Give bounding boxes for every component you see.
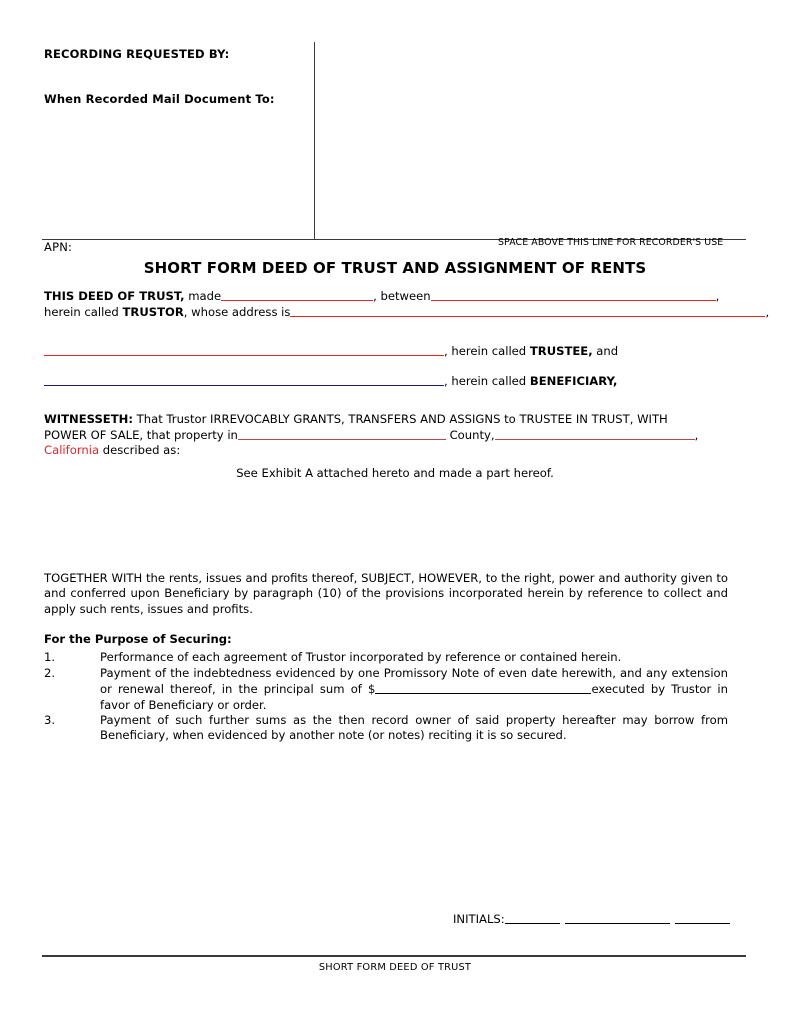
california-state-label: California xyxy=(44,443,100,458)
made-date-blank[interactable] xyxy=(221,288,373,301)
recording-header-block xyxy=(44,42,744,240)
purpose-item-3-text: Payment of such further sums as the then record owner of said property hereafter may borrow from Beneficiary, when evidenced by another note (or notes) reciting it is so secured. xyxy=(100,713,728,743)
county-label: County, xyxy=(445,428,495,443)
state-blank[interactable] xyxy=(495,427,695,440)
described-as-label: described as: xyxy=(99,443,181,458)
purpose-item-2-number: 2. xyxy=(44,665,56,680)
when-recorded-mail-to-label: When Recorded Mail Document To: xyxy=(44,92,275,106)
initials-blank-1[interactable] xyxy=(505,911,560,924)
exhibit-a-reference: See Exhibit A attached hereto and made a part hereof. xyxy=(236,466,554,480)
recorder-use-note: SPACE ABOVE THIS LINE FOR RECORDER'S USE xyxy=(498,237,724,248)
recording-requested-by-label: RECORDING REQUESTED BY: xyxy=(44,47,230,61)
purpose-item-1 xyxy=(44,650,728,665)
trustee-suffix-prefix: , herein called xyxy=(444,343,530,358)
spacer-after-trustee xyxy=(44,359,728,373)
initials-blank-2[interactable] xyxy=(565,911,670,924)
witnesseth-text-1: That Trustor IRREVOCABLY GRANTS, TRANSFERS AND ASSIGNS to TRUSTEE IN TRUST, WITH xyxy=(132,411,668,426)
deed-line-made xyxy=(44,288,728,304)
whose-address-is-label: , whose address is xyxy=(183,305,291,320)
deed-line-beneficiary xyxy=(44,373,728,389)
trustee-suffix-end: and xyxy=(592,343,619,358)
initials-row xyxy=(453,911,730,926)
purpose-item-3-number: 3. xyxy=(44,713,56,728)
spacer-after-trustor xyxy=(44,321,728,343)
initials-label: INITIALS: xyxy=(453,912,505,926)
county-trailing-comma: , xyxy=(694,428,699,443)
trustor-name-blank[interactable] xyxy=(431,288,716,301)
power-of-sale-prefix: POWER OF SALE, that property in xyxy=(44,428,238,443)
deed-line-trustee xyxy=(44,343,728,359)
principal-sum-blank[interactable] xyxy=(375,681,591,694)
page-title: SHORT FORM DEED OF TRUST AND ASSIGNMENT OF RENTS xyxy=(143,259,647,277)
county-name-blank[interactable] xyxy=(238,427,446,440)
initials-blank-3[interactable] xyxy=(675,911,730,924)
header-vertical-divider xyxy=(314,42,315,240)
purpose-item-2-text-after: executed by Trustor in favor of Beneficiary or order. xyxy=(100,682,728,712)
address-trailing-comma: , xyxy=(765,305,770,320)
footer-divider xyxy=(42,955,746,957)
apn-label: APN: xyxy=(44,240,73,254)
witnesseth-line-2 xyxy=(44,427,728,443)
beneficiary-bold-label: BENEFICIARY, xyxy=(529,374,618,389)
purpose-of-securing-section xyxy=(44,632,728,744)
this-deed-of-trust-label: THIS DEED OF TRUST, xyxy=(44,289,185,303)
witnesseth-label: WITNESSETH: xyxy=(44,411,133,426)
footer-label: SHORT FORM DEED OF TRUST xyxy=(318,962,472,973)
purpose-item-2 xyxy=(44,666,728,713)
trustor-bold-label: TRUSTOR xyxy=(122,305,184,320)
purpose-item-1-text: Performance of each agreement of Trustor incorporated by reference or contained herein. xyxy=(100,650,622,665)
purpose-heading: For the Purpose of Securing: xyxy=(44,632,232,646)
witnesseth-line-1 xyxy=(44,412,728,427)
purpose-item-3 xyxy=(44,713,728,744)
trustee-name-blank[interactable] xyxy=(44,343,444,356)
made-label: made xyxy=(184,289,222,303)
trustor-address-blank[interactable] xyxy=(290,304,765,317)
between-label: , between xyxy=(373,289,431,303)
beneficiary-name-blank[interactable] xyxy=(44,373,444,386)
trustee-bold-label: TRUSTEE, xyxy=(529,343,593,358)
together-with-paragraph: TOGETHER WITH the rents, issues and profits thereof, SUBJECT, HOWEVER, to the right, power and authority given to and conferred upon Beneficiary by paragraph (10) of the provisions incorporated herein by reference to collect and apply such rents, issues and profits. xyxy=(44,571,728,616)
between-trailing-comma: , xyxy=(715,289,720,303)
spacer-before-witnesseth xyxy=(44,390,728,412)
deed-body xyxy=(44,288,770,459)
purpose-item-2-text-before: Payment of the indebtedness evidenced by one Promissory Note of even date herewith, and any extension or renewal thereof, in the principal sum of $ xyxy=(100,665,728,697)
beneficiary-suffix-prefix: , herein called xyxy=(444,374,530,389)
witnesseth-line-3 xyxy=(44,443,728,458)
herein-called-trustor-prefix: herein called xyxy=(44,305,123,320)
deed-line-trustor-address xyxy=(44,304,770,320)
purpose-item-1-number: 1. xyxy=(44,650,56,665)
